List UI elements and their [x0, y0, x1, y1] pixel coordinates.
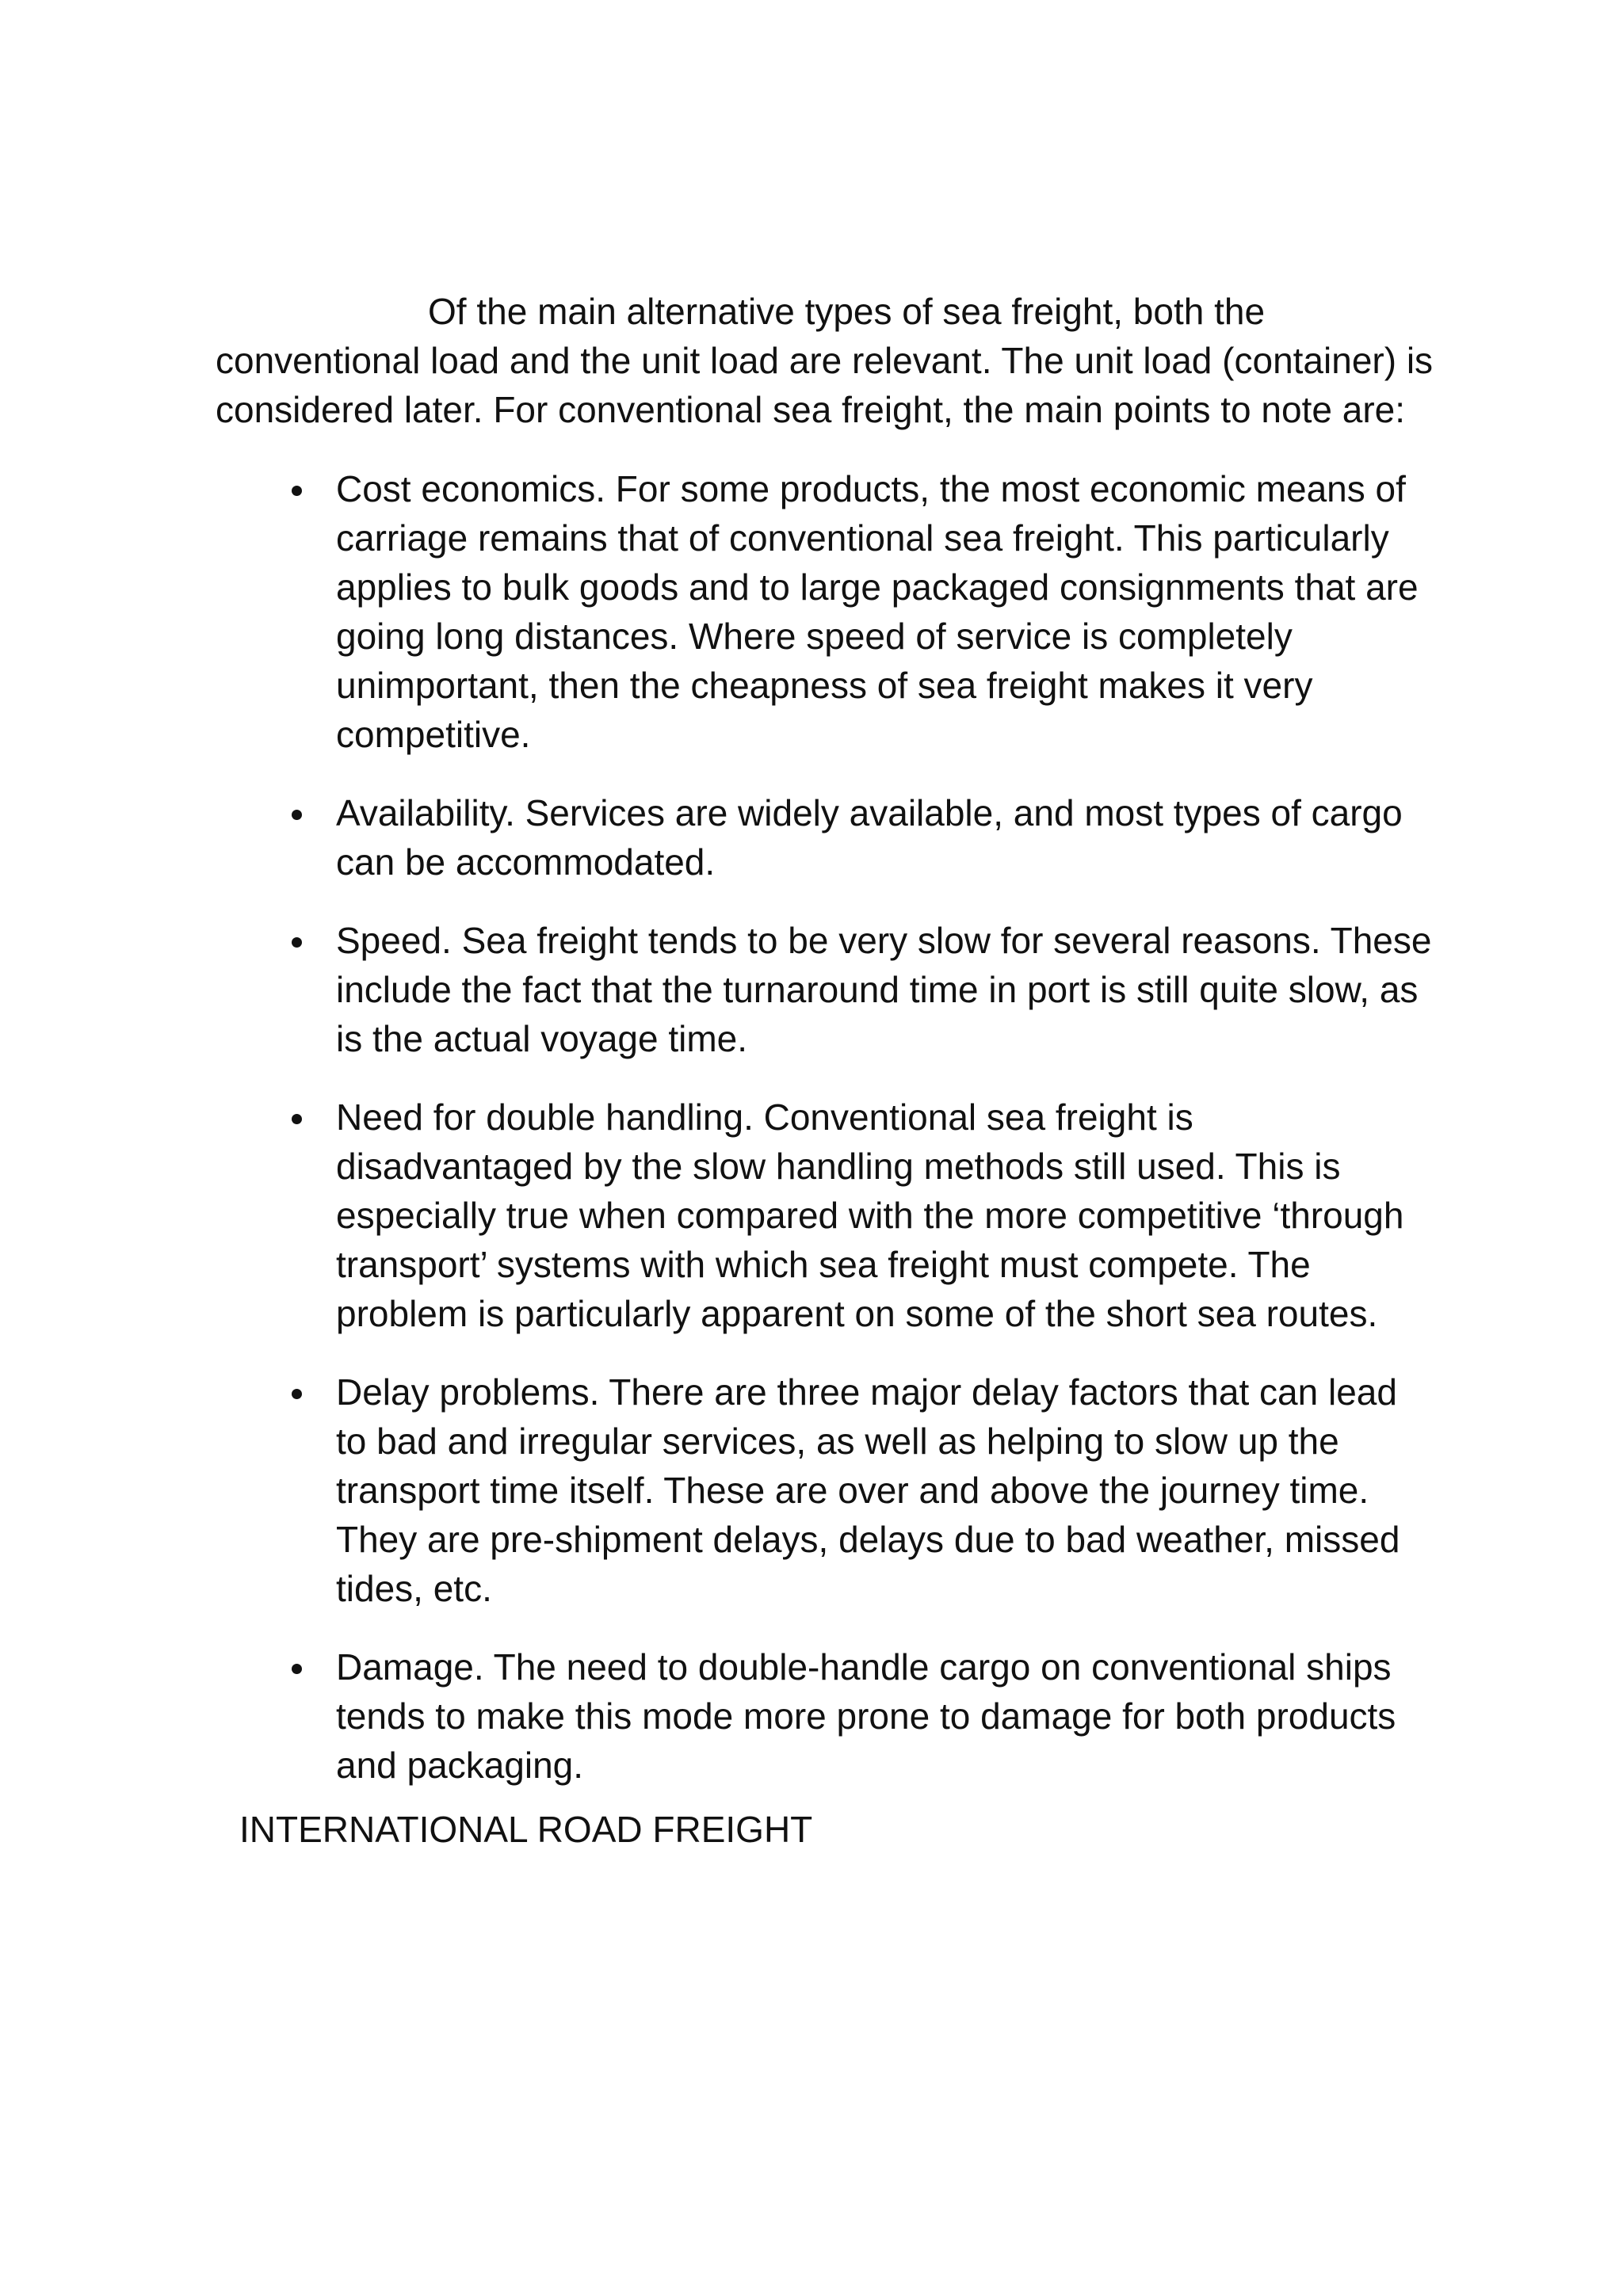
bullet-dot-icon	[292, 810, 302, 820]
bullet-text: Delay problems. There are three major delay factors that can lead to bad and irregular services, as well as helping to slow up the transport time itself. These are over and above the journey time. They are pre-shipment delays, delays due to bad weather, missed tides, etc.	[336, 1371, 1400, 1609]
bullet-text: Cost economics. For some products, the most economic means of carriage remains that of conventional sea freight. This particularly applies to bulk goods and to large packaged consignments that are going long distances. Where speed of service is completely unimportant, then the cheapness of sea freight makes it very competitive.	[336, 468, 1419, 755]
bullet-item-speed	[216, 916, 1436, 1063]
document-body	[216, 287, 1436, 1854]
bullet-dot-icon	[292, 1114, 302, 1124]
bullet-item-cost-economics	[216, 464, 1436, 759]
bullet-item-double-handling	[216, 1093, 1436, 1338]
bullet-dot-icon	[292, 1664, 302, 1674]
bullet-item-delay-problems	[216, 1367, 1436, 1613]
bullet-text: Speed. Sea freight tends to be very slow for several reasons. These include the fact that the turnaround time in port is still quite slow, as is the actual voyage time.	[336, 920, 1432, 1059]
section-heading: INTERNATIONAL ROAD FREIGHT	[239, 1809, 813, 1850]
bullet-dot-icon	[292, 486, 302, 496]
bullet-text: Need for double handling. Conventional sea freight is disadvantaged by the slow handling methods still used. This is especially true when compared with the more competitive ‘through transport’ systems with which sea freight must compete. The problem is particularly apparent on some of the short sea routes.	[336, 1097, 1404, 1334]
bullet-item-availability	[216, 788, 1436, 887]
bullet-text: Damage. The need to double-handle cargo on conventional ships tends to make this mode more prone to damage for both products and packaging.	[336, 1646, 1396, 1786]
bullet-dot-icon	[292, 937, 302, 948]
bullet-item-damage	[216, 1642, 1436, 1790]
bullet-text: Availability. Services are widely available, and most types of cargo can be accommodated.	[336, 792, 1403, 883]
bullet-list	[216, 464, 1436, 1790]
bullet-dot-icon	[292, 1389, 302, 1399]
intro-paragraph: Of the main alternative types of sea freight, both the conventional load and the unit load are relevant. The unit load (container) is considered later. For conventional sea freight, the main points to note are:	[216, 291, 1434, 430]
